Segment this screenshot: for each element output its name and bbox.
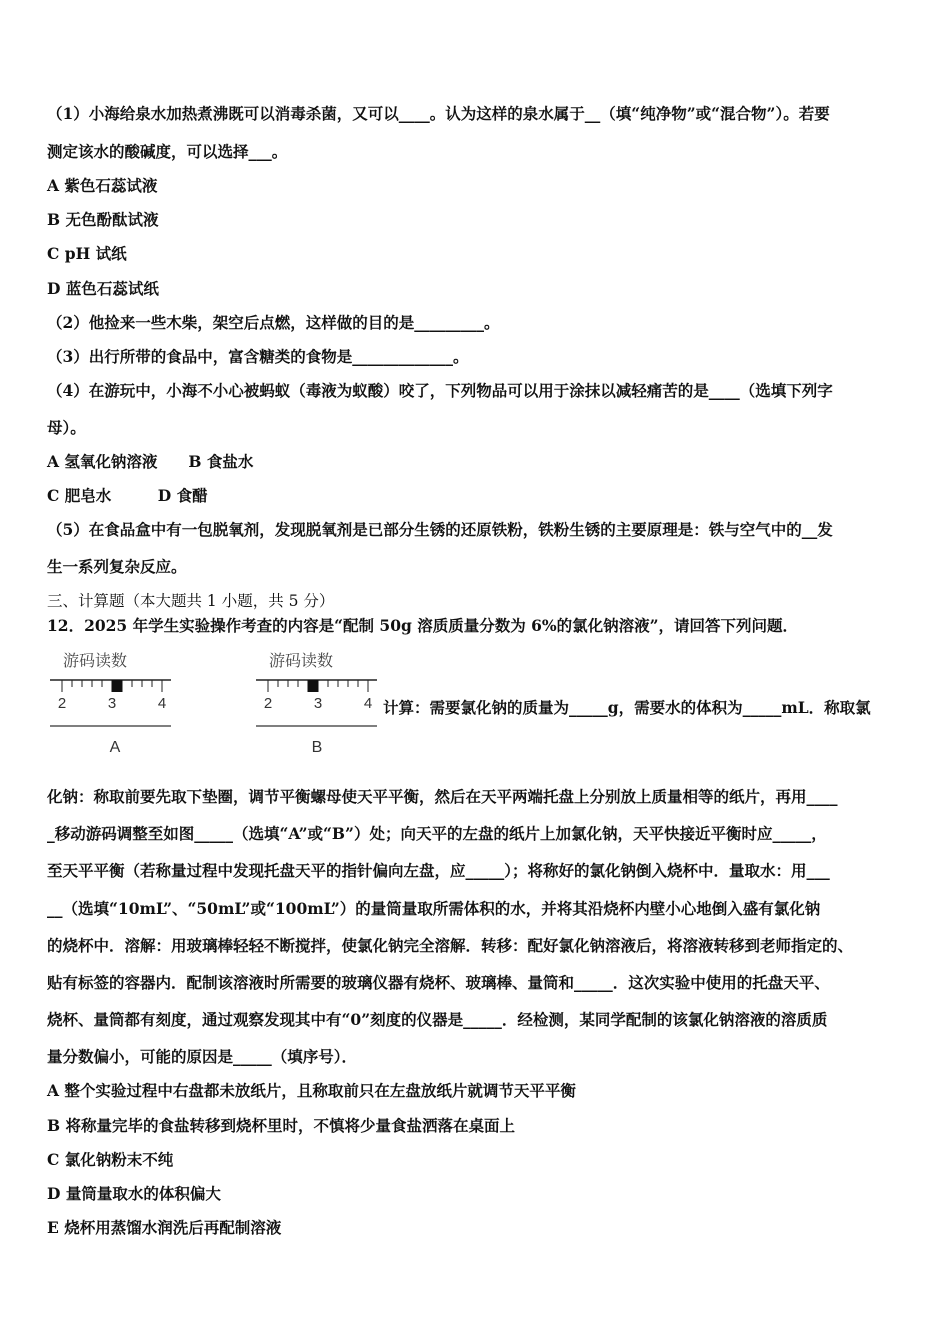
q11-option-c: C pH 试纸	[47, 244, 127, 263]
q12-line2: _移动游码调整至如图_____（选填“A”或“B”）处；向天平的左盘的纸片上加氯化钠，天平快接近平衡时应_____，	[47, 824, 827, 843]
figure-b-label: B	[311, 739, 323, 756]
q12-line4: __（选填“10mL”、“50mL”或“100mL”）的量筒量取所需体积的水，并将其沿烧杯内壁小心地倒入盛有氯化钠	[47, 899, 821, 918]
q12-calc-text: 计算：需要氯化钠的质量为_____g，需要水的体积为_____mL．称取氯	[383, 698, 871, 717]
q11-part4-options-cd: C 肥皂水 D 食醋	[47, 486, 208, 505]
q11-part4-line2: 母）。	[47, 418, 86, 437]
q12-line3: 至天平平衡（若称量过程中发现托盘天平的指针偏向左盘，应_____）；将称好的氯化钠倒入烧杯中．量取水：用___	[47, 861, 830, 880]
figure-a-label: A	[109, 739, 121, 756]
q11-part5-line1: （5）在食品盒中有一包脱氧剂，发现脱氧剂是已部分生锈的还原铁粉，铁粉生锈的主要原理是：铁与空气中的__发	[47, 520, 833, 539]
q12-line7: 烧杯、量筒都有刻度，通过观察发现其中有“0”刻度的仪器是_____．经检测，某同学配制的该氯化钠溶液的溶质质	[47, 1010, 828, 1029]
section-heading: 三、计算题（本大题共 1 小题，共 5 分）	[47, 592, 335, 610]
q12-line1: 化钠：称取前要先取下垫圈，调节平衡螺母使天平平衡，然后在天平两端托盘上分别放上质量相等的纸片，再用____	[47, 787, 838, 806]
q11-part2: （2）他捡来一些木柴，架空后点燃，这样做的目的是_________。	[47, 313, 500, 332]
q12-option-b: B 将称量完毕的食盐转移到烧杯里时，不慎将少量食盐洒落在桌面上	[47, 1116, 515, 1135]
figure-rider-b	[253, 646, 383, 756]
q11-part5-line2: 生一系列复杂反应。	[47, 557, 187, 576]
q11-part1-line1: （1）小海给泉水加热煮沸既可以消毒杀菌，又可以____。认为这样的泉水属于__（填“纯净物”或“混合物”）。若要	[47, 104, 830, 123]
figure-b-tick-4: 4	[363, 695, 373, 712]
q11-part3: （3）出行所带的食品中，富含糖类的食物是_____________。	[47, 347, 469, 366]
q12-intro: 12．2025 年学生实验操作考查的内容是“配制 50g 溶质质量分数为 6%的氯化钠溶液”，请回答下列问题．	[47, 616, 799, 635]
q11-part1-line2: 测定该水的酸碱度，可以选择___。	[47, 142, 288, 161]
figure-a-tick-3: 3	[107, 695, 117, 712]
q12-option-d: D 量筒量取水的体积偏大	[47, 1184, 221, 1203]
q12-line8: 量分数偏小，可能的原因是_____（填序号）．	[47, 1047, 358, 1066]
q11-part4-options-ab: A 氢氧化钠溶液 B 食盐水	[47, 452, 254, 471]
figure-rider-a	[47, 646, 177, 756]
figure-a-title: 游码读数	[63, 653, 128, 670]
q11-part4-line1: （4）在游玩中，小海不小心被蚂蚁（毒液为蚁酸）咬了，下列物品可以用于涂抹以减轻痛苦的是____（选填下列字	[47, 381, 833, 400]
q12-option-e: E 烧杯用蒸馏水润洗后再配制溶液	[47, 1218, 282, 1237]
figure-b-tick-3: 3	[313, 695, 323, 712]
figure-b-rider	[308, 680, 319, 692]
figure-a-rider	[112, 680, 123, 692]
q12-line5: 的烧杯中．溶解：用玻璃棒轻轻不断搅拌，使氯化钠完全溶解．转移：配好氯化钠溶液后，将溶液转移到老师指定的、	[47, 936, 854, 955]
q12-option-c: C 氯化钠粉末不纯	[47, 1150, 174, 1169]
q11-option-d: D 蓝色石蕊试纸	[47, 279, 159, 298]
q12-option-a: A 整个实验过程中右盘都未放纸片，且称取前只在左盘放纸片就调节天平平衡	[47, 1081, 576, 1100]
figure-a-tick-2: 2	[57, 695, 67, 712]
figure-b-title: 游码读数	[269, 653, 334, 670]
figure-a-tick-4: 4	[157, 695, 167, 712]
q11-option-b: B 无色酚酞试液	[47, 210, 159, 229]
q12-line6: 贴有标签的容器内．配制该溶液时所需要的玻璃仪器有烧杯、玻璃棒、量筒和_____．这次实验中使用的托盘天平、	[47, 973, 830, 992]
figure-b-tick-2: 2	[263, 695, 273, 712]
q11-option-a: A 紫色石蕊试液	[47, 176, 158, 195]
